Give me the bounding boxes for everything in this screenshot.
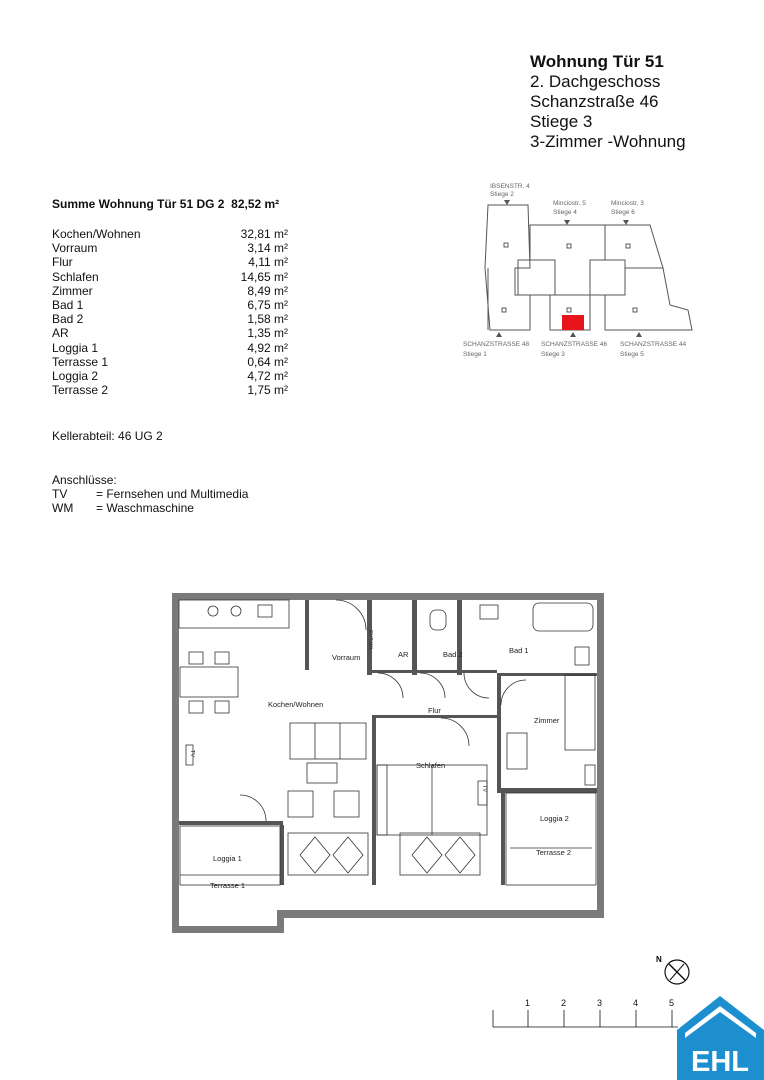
wall bbox=[372, 670, 497, 673]
wall bbox=[497, 673, 501, 788]
room-area: 4,72 m² bbox=[247, 368, 288, 383]
room-label: Terrasse 1 bbox=[210, 881, 246, 890]
room-label: Bad 2 bbox=[443, 650, 463, 659]
wall bbox=[172, 593, 604, 600]
entrance-arrow bbox=[623, 220, 629, 225]
connections-heading: Anschlüsse: bbox=[52, 473, 117, 487]
wall bbox=[277, 910, 604, 918]
entrance-arrow bbox=[504, 200, 510, 205]
apartment-type: 3-Zimmer -Wohnung bbox=[530, 132, 686, 151]
area-row bbox=[52, 284, 288, 298]
room-label: Kochen/Wohnen bbox=[268, 700, 324, 709]
scale-tick: 5 bbox=[669, 998, 675, 1008]
wall bbox=[280, 825, 284, 885]
stair-marker bbox=[567, 308, 571, 312]
scale-tick: 1 bbox=[525, 998, 531, 1008]
site-building bbox=[605, 268, 692, 330]
room-area: 32,81 m² bbox=[240, 227, 288, 241]
connections-legend bbox=[52, 473, 248, 515]
site-label: Stiege 3 bbox=[541, 351, 565, 358]
entrance-arrow bbox=[564, 220, 570, 225]
entrance-arrow bbox=[570, 332, 576, 337]
room-label: Loggia 1 bbox=[213, 854, 242, 863]
apartment-title: Wohnung Tür 51 bbox=[530, 52, 664, 71]
wall bbox=[172, 926, 284, 933]
apartment-floor: 2. Dachgeschoss bbox=[530, 72, 661, 91]
room-label: Schlafen bbox=[416, 761, 446, 770]
room-label: Zimmer bbox=[534, 716, 560, 725]
area-rows bbox=[52, 227, 288, 397]
site-plan bbox=[455, 180, 705, 365]
room-area: 1,58 m² bbox=[247, 312, 288, 327]
wall bbox=[179, 821, 283, 825]
connection-desc: = Waschmaschine bbox=[96, 501, 194, 515]
wall bbox=[501, 793, 505, 885]
area-row bbox=[52, 255, 288, 269]
area-row bbox=[52, 298, 288, 312]
tv-label: TV bbox=[189, 750, 195, 758]
site-label: Minciostr. 5 bbox=[553, 200, 586, 207]
wall bbox=[277, 910, 284, 932]
apartment-stair: Stiege 3 bbox=[530, 112, 593, 131]
north-label: N bbox=[656, 955, 662, 964]
entrance-arrow bbox=[496, 332, 502, 337]
room-name: Bad 1 bbox=[52, 297, 84, 312]
room-label: AR bbox=[398, 650, 409, 659]
evt-label: EVT-WL bbox=[367, 630, 373, 651]
stair-marker bbox=[504, 243, 508, 247]
compass bbox=[652, 952, 697, 990]
site-label: SCHANZSTRASSE 44 bbox=[620, 341, 687, 348]
site-building bbox=[605, 225, 663, 268]
apartment-street: Schanzstraße 46 bbox=[530, 92, 659, 111]
site-building bbox=[485, 205, 530, 330]
room-area: 1,35 m² bbox=[247, 326, 288, 341]
room-name: Terrasse 2 bbox=[52, 383, 109, 398]
stair-marker bbox=[633, 308, 637, 312]
area-summary-label: Summe Wohnung Tür 51 DG 2 bbox=[52, 197, 225, 211]
room-name: Loggia 2 bbox=[52, 368, 99, 383]
room-name: AR bbox=[52, 326, 69, 341]
stair-marker bbox=[567, 244, 571, 248]
area-row bbox=[52, 341, 288, 355]
area-row bbox=[52, 383, 288, 397]
room-name: Bad 2 bbox=[52, 312, 84, 327]
scale-bar bbox=[488, 995, 688, 1030]
room-name: Flur bbox=[52, 255, 73, 270]
area-row bbox=[52, 369, 288, 383]
area-summary-value: 82,52 m² bbox=[231, 197, 280, 211]
site-label: SCHANZSTRASSE 46 bbox=[541, 341, 608, 348]
wall bbox=[172, 593, 179, 933]
area-row bbox=[52, 270, 288, 284]
room-name: Vorraum bbox=[52, 241, 98, 256]
connection-key: TV bbox=[52, 487, 68, 501]
wall bbox=[372, 715, 497, 718]
room-name: Kochen/Wohnen bbox=[52, 227, 141, 241]
stair-marker bbox=[502, 308, 506, 312]
ehl-logo bbox=[677, 996, 764, 1080]
site-label: Stiege 1 bbox=[463, 351, 487, 358]
tv-label: TV bbox=[481, 785, 487, 793]
wall bbox=[412, 600, 417, 675]
scale-tick: 4 bbox=[633, 998, 639, 1008]
room-label: Terrasse 2 bbox=[536, 848, 572, 857]
scale-tick: 2 bbox=[561, 998, 567, 1008]
room-label: Vorraum bbox=[332, 653, 361, 662]
logo-text: EHL bbox=[691, 1046, 749, 1078]
site-label: Stiege 4 bbox=[553, 209, 577, 216]
room-name: Terrasse 1 bbox=[52, 354, 109, 369]
site-label: Stiege 5 bbox=[620, 351, 644, 358]
room-name: Zimmer bbox=[52, 283, 93, 298]
area-row bbox=[52, 355, 288, 369]
room-area: 0,64 m² bbox=[247, 354, 288, 369]
connection-item bbox=[52, 487, 248, 501]
wall bbox=[372, 715, 376, 885]
site-label: Minciostr. 3 bbox=[611, 200, 644, 207]
room-area: 8,49 m² bbox=[247, 283, 288, 298]
connection-desc: = Fernsehen und Multimedia bbox=[96, 487, 249, 501]
room-area: 14,65 m² bbox=[240, 269, 288, 284]
room-area: 6,75 m² bbox=[247, 297, 288, 312]
highlight-unit bbox=[562, 315, 584, 330]
wall bbox=[597, 593, 604, 918]
scale-tick: 3 bbox=[597, 998, 603, 1008]
wall bbox=[305, 600, 309, 670]
area-row bbox=[52, 241, 288, 255]
room-area: 4,92 m² bbox=[247, 340, 288, 355]
room-label: Loggia 2 bbox=[540, 814, 569, 823]
apartment-header bbox=[530, 52, 686, 152]
connection-item bbox=[52, 501, 248, 515]
area-table bbox=[52, 197, 288, 398]
wall bbox=[457, 600, 462, 675]
room-area: 3,14 m² bbox=[247, 241, 288, 256]
room-area: 4,11 m² bbox=[248, 255, 288, 270]
area-row bbox=[52, 312, 288, 326]
wall bbox=[497, 788, 597, 793]
entrance-arrow bbox=[636, 332, 642, 337]
floor-plan bbox=[160, 585, 620, 940]
room-label: Flur bbox=[428, 706, 441, 715]
room-name: Loggia 1 bbox=[52, 340, 99, 355]
room-label: Bad 1 bbox=[509, 646, 529, 655]
wall bbox=[501, 673, 597, 676]
area-summary bbox=[52, 197, 279, 211]
kellerabteil: Kellerabteil: 46 UG 2 bbox=[52, 429, 163, 443]
room-name: Schlafen bbox=[52, 269, 99, 284]
site-label: Stiege 2 bbox=[490, 191, 514, 198]
site-label: SCHANZSTRASSE 48 bbox=[463, 341, 530, 348]
stair-marker bbox=[626, 244, 630, 248]
area-row bbox=[52, 326, 288, 340]
room-area: 1,75 m² bbox=[247, 383, 288, 398]
site-label: Stiege 6 bbox=[611, 209, 635, 216]
area-row bbox=[52, 227, 288, 241]
connection-key: WM bbox=[52, 501, 74, 515]
site-label: IBSENSTR. 4 bbox=[490, 183, 530, 190]
